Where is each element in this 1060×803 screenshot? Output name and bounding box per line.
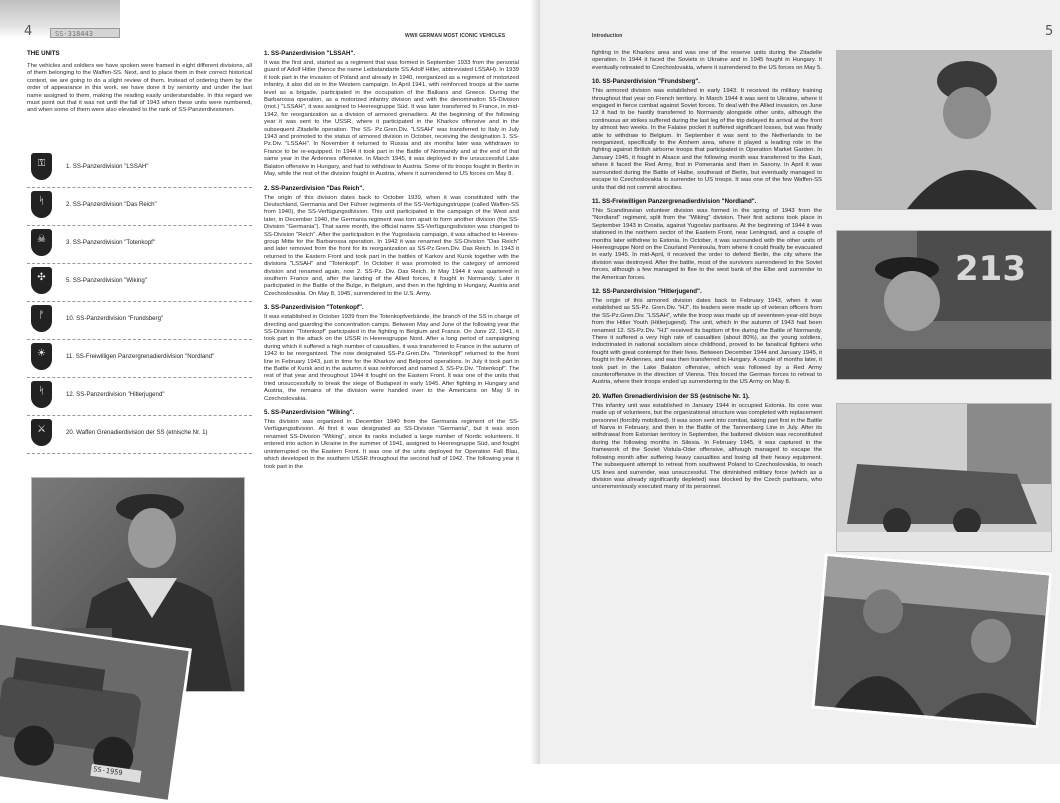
division-emblem-icon: [31, 267, 52, 294]
units-heading: THE UNITS: [27, 50, 60, 57]
emblem-glyph: ☠: [37, 234, 46, 245]
division-text: The origin of this division dates back to October 1939, when it was constituted with the Deutschland, Germania and Der Führer regiments of the SS-Verfügungstruppe (called Waffen-SS from 1940), the SS-Verfügungsdivision. This unit participated in the campaign of the West and later, in December 1940, the Germania regiment was torn apart to form another division (the SS-Division "Germania"). That same month, the official name SS-Verfügungsdivision was changed to SS-Division "Reich". After the participation in the Yugoslavia campaign, it was attached to Heeres-group Mitte for the Barbarossa operation. In 1942 it was renamed the SS-Division "Das Reich" and later removed from the front for its reorganization as SS-Pz.Gren.Div. Das Reich. In 1943 it returned to the Eastern Front and took part in the battles of Karkov and Kursk together with the divisions "LSSAH" and "Totenkopf". In October it was promoted to the category of armored division and renamed again, now 2. SS-Pz. Div. Das Reich. In May 1944 it was quartered in southern France and, after the landing of the Allied forces, it fought in Normandy. Later it participated in the Battle of the Bulge, in Belgium, and then in the fighting in Hungary, Austria and Czechoslovakia. On May 8, 1945, surrendered to the U.S. Army.: [264, 194, 519, 297]
emblem-glyph: ✣: [37, 272, 46, 283]
text-column-2: [264, 50, 519, 477]
unit-label: 10. SS-Panzerdivision "Frundsberg": [66, 315, 164, 322]
tank-number: 213: [955, 249, 1026, 289]
division-text: This Scandinavian volunteer division was formed in the spring of 1943 from the "Nordland" regiment, split from the "Wiking" division. Their first actions took place in September 1943 in Croatia, against Yugoslav partisans. At the beginning of 1944 it was stationed in the northern sector of the Eastern Front, near Leningrad, and a couple of months later withdrew to Estonia. In October, it was surrounded with the other units of Heeresgruppe Nord on the Courland Peninsula, from where it could finally be evacuated in early 1945. In mid-April, it received the order to defend Berlin, the city where the division was destroyed. After the battle, most of the survivors surrendered to the Soviet forces, although a few managed to flee to the west bank of the Elbe and surrender to the American forces.: [592, 207, 822, 281]
right-page-number: 5: [1045, 24, 1054, 39]
division-heading: 1. SS-Panzerdivision "LSSAH".: [264, 50, 356, 57]
unit-label: 12. SS-Panzerdivision "Hitlerjugend": [66, 391, 165, 398]
unit-label: 3. SS-Panzerdivision "Totenkopf": [66, 239, 156, 246]
emblem-glyph: ⚿: [37, 158, 46, 169]
division-heading: 10. SS-Panzerdivision "Frundsberg".: [592, 78, 700, 86]
division-text: fighting in the Kharkov area and was one of the reserve units during the Zitadelle operation. In 1944 it faced the Soviets in Ukraine and in 1945 fought in Hungary. It eventually retreated to Czechoslovakia, where it surrendered to the US forces on May 5.: [592, 50, 822, 71]
division-emblem-icon: [31, 229, 52, 256]
emblem-glyph: ⚔: [37, 424, 46, 435]
vehicle-photo: [0, 620, 192, 803]
vehicle-plate: SS-1959: [92, 765, 124, 778]
unit-row: [27, 302, 252, 340]
right-page: [540, 0, 1060, 764]
unit-row: [27, 378, 252, 416]
division-heading: 2. SS-Panzerdivision "Das Reich".: [264, 184, 365, 192]
unit-label: 1. SS-Panzerdivision "LSSAH": [66, 163, 149, 170]
running-title: WWII GERMAN MOST ICONIC VEHICLES: [405, 33, 506, 39]
soldiers-on-tank-photo: [811, 553, 1052, 728]
unit-row: [27, 188, 252, 226]
unit-label: 2. SS-Panzerdivision "Das Reich": [66, 201, 157, 208]
unit-label: 20. Waffen Grenadierdivision der SS (etnische Nr. 1): [66, 429, 208, 436]
tank-crew-photo: [836, 230, 1052, 380]
division-text: It was established in October 1939 from the Totenkopfverbände, the branch of the SS in charge of directing and guarding the concentration camps. Between May and June of the following year the SS-Division "Totenkopf" participated in the fighting in Belgium and France. On June 22, 1941, it took part in the attack on the USSR in Heeresgruppe Nord. After a long period of campaigning during which it suffered a high number of casualties, it was transferred to France in the autumn of 1942 to be reorganized. The now designated SS-Pz.Gren.Div. "Totenkopf" returned to the front line in February 1943, just in time for the Kharkov and Belgorod operations. In July it took part in the Battle of Kursk and in the autumn it was reinforced and named 3. SS-Pz.Div. "Totenkopf". The rest of that year and throughout 1944 it fought on the Eastern Front. It was one of the units that tried unsuccessfully to break the siege of Budapest in early 1945. After fighting in Hungary and Austria, the remains of the division were handed over to the Americans on May 9 in Czechoslovakia.: [264, 314, 519, 402]
division-text: This division was organized in December 1940 from the Germania regiment of the SS-Verfügungsdivision. At first it was designated as SS-Division "Germania", but it was soon renamed SS-Division "Wiking", since its ranks included a large number of Nordic volunteers. It entered into action in Ukraine in the summer of 1941, assigned to Heeresgruppe Süd, and fought uninterrupted on the Eastern Front. It was one of the units deployed for Operation Fall Blau, which developed in the southern USSR throughout the second half of 1942. The following year it took part in the: [264, 419, 519, 470]
wreckage-photo: [836, 403, 1052, 552]
units-intro-text: The vehicles and soldiers we have spoken were framed in eight different divisions, all of them belonging to the Waffen-SS. Next, and to place them in their correct historical context, we are going to do a slight review of them. Instead of ordering them by the order of appearance in this work, we have done it by seniority and under the last name assigned to them, making the reading easily understandable. In this regard we must point out that it was not until the fall of 1943 when these units were numbered, and when some of them were also elevated to the rank of SS-Panzerdivisionen.: [27, 63, 252, 114]
emblem-glyph: ᚠ: [38, 310, 45, 321]
left-page-number: 4: [24, 24, 33, 39]
unit-row: [27, 340, 252, 378]
division-heading: 20. Waffen Grenadierdivision der SS (estnische Nr. 1).: [592, 392, 750, 400]
unit-label: 11. SS-Freiwilligen Panzergrenadierdivision "Nordland": [66, 353, 215, 360]
division-emblem-icon: [31, 381, 52, 408]
division-emblem-icon: [31, 305, 52, 332]
division-heading: 12. SS-Panzerdivision "Hitlerjugend".: [592, 287, 702, 295]
division-emblem-icon: [31, 419, 52, 446]
unit-row: [27, 150, 252, 188]
emblem-glyph: ᛋ: [38, 196, 45, 207]
emblem-glyph: ᛋ: [38, 386, 45, 397]
division-text: It was the first and, started as a regiment that was formed in September 1933 from the personal guard of Adolf Hitler (hence the name Leibstandarte SS Adolf Hitler, abbreviated LSSAH). In 1939 it took part in the invasion of Poland and already in 1940, reorganized as a regiment of motorized infantry, it also did so in the Western campaign. In April 1941, with reinforced troops at the same level as a brigade, participated in the occupation of the Balkans and Greece. During the Barbarossa operation, as a motorized infantry division and with the denomination SS-Division (mot.) "LSSAH", it was assigned to Heeresgruppe Süd. It was later transferred to France, in mid-1942, for reorganization as a division of armored grenadiers. At the beginning of the following year it was sent to the USSR, where it participated in the Kharkov offensive and in the subsequent Zitadelle operation. The SS- Pz.Gren.Div. "LSSAH" was transferred to Italy in July 1943 and promoted to the status of armored division in October, receiving the designation 1. SS-Pz.Div. "LSSAH". In November it returned to Russia and six months later was withdrawn to France to be re-equipped. In 1944 it took part in the Battle of Normandy and at the end of that same year in the Ardennes offensive. In March 1945, it was deployed in the unsuccessful Lake Balaton offensive in Hungary, and had to withdraw to Austria. Some of its troops fought in Berlin in May, while the rest of the division fought in Austria, where it surrendered to US forces on May 8.: [264, 60, 519, 178]
text-column-3: [592, 50, 822, 498]
division-emblem-icon: [31, 343, 52, 370]
unit-row: [27, 264, 252, 302]
unit-row: [27, 226, 252, 264]
division-heading: 3. SS-Panzerdivision "Totenkopf".: [264, 304, 364, 312]
division-text: The origin of this armored division dates back to February 1943, when it was established as SS-Pz. Gren.Div. "HJ". Its leaders were made up of veteran officers from the SS-Pz.Gren.Div. "LSSAH", while the troop was made up of seventeen-year-old boys from the Hitler Youth (Hitlerjugend). The unit, which in the autumn of 1943 had been renamed 12. SS-Pz.Div. "HJ" received its baptism of fire during the Battle of Normandy. There it suffered a very high rate of casualties (about 80%), as the young soldiers, indoctrinated in national socialism since childhood, proved to be fanatical fighters who fought with great contempt for their lives. Between December 1944 and January 1945, it fought in the Ardennes, and was then transferred to Hungary. A couple of months later, it took part in the Lake Balaton offensive, which was followed by a Red Army counteroffensive in the direction of Vienna. This forced the German forces to retreat to Austria, where their troops ended up surrendering to the US Army on May 8.: [592, 297, 822, 386]
section-title: Introduction: [592, 33, 623, 39]
division-text: This armored division was established in early 1943. It received its military training throughout that year on French territory. In March 1944 it was sent to Ukraine, where it engaged in fierce combat against Soviet forces. To deal with the Allied invasion, on June 12 it had to be hastily transferred to Normandy alongside other units, although the continuous air strikes suffered during the last leg of the trip delayed its arrival at the front by almost two weeks. In the Falaise pocket it suffered significant losses, but was finally able to withdraw to Belgium. In September it was sent to the Netherlands to be reorganized, specifically to the Arnhem area, where it played a leading role in the fighting against British airborne troops that participated in Operation Market Garden. In January 1945, it fought in Alsace and the following month was transferred to the East, where it faced the Red Army, first in Pomerania and then in Saxony. In April it was surrounded during the Battle of Halbe, southeast of Berlin, but eventually managed to escape to Czechoslovakia to surrender to US troops. It was one of the few Waffen-SS units that did not commit atrocities.: [592, 88, 822, 191]
left-page: [0, 0, 540, 778]
division-emblem-icon: [31, 191, 52, 218]
units-intro-column: [27, 50, 252, 121]
soldier-portrait-photo: [836, 50, 1052, 210]
division-emblem-icon: [31, 153, 52, 180]
unit-row: [27, 416, 252, 454]
division-heading: 11. SS-Freiwilligen Panzergrenadierdivision "Nordland".: [592, 197, 757, 205]
emblem-glyph: ☀: [37, 348, 46, 359]
unit-label: 5. SS-Panzerdivision "Wiking": [66, 277, 147, 284]
license-plate: SS-318443: [50, 28, 120, 38]
division-heading: 5. SS-Panzerdivision "Wiking".: [264, 409, 355, 417]
division-text: This infantry unit was established in January 1944 in occupied Estonia. Its core was made up of volunteers, but the organizational structure was completed with replacement personnel (forcibly mobilized). It was soon sent into combat, taking part first in the Battle of Narva in February, and then in the Battle of the Tannenberg Line in July. After its withdrawal from Estonian territory in September, the battered division was reconstituted during the following months in Silesia. In February 1945, it was captured in the framework of the Soviet Vistula-Oder offensive, although managed to escape the following month after suffering heavy casualties and losing all their heavy equipment. The subsequent attempt to retreat from southwest Poland to Czechoslovakia, to reach US lines and surrender, was unsuccessful. The diminished military force (which as a division was already significantly depleted) was blocked by the Czech partisans, who unceremoniously executed many of its personnel.: [592, 402, 822, 491]
